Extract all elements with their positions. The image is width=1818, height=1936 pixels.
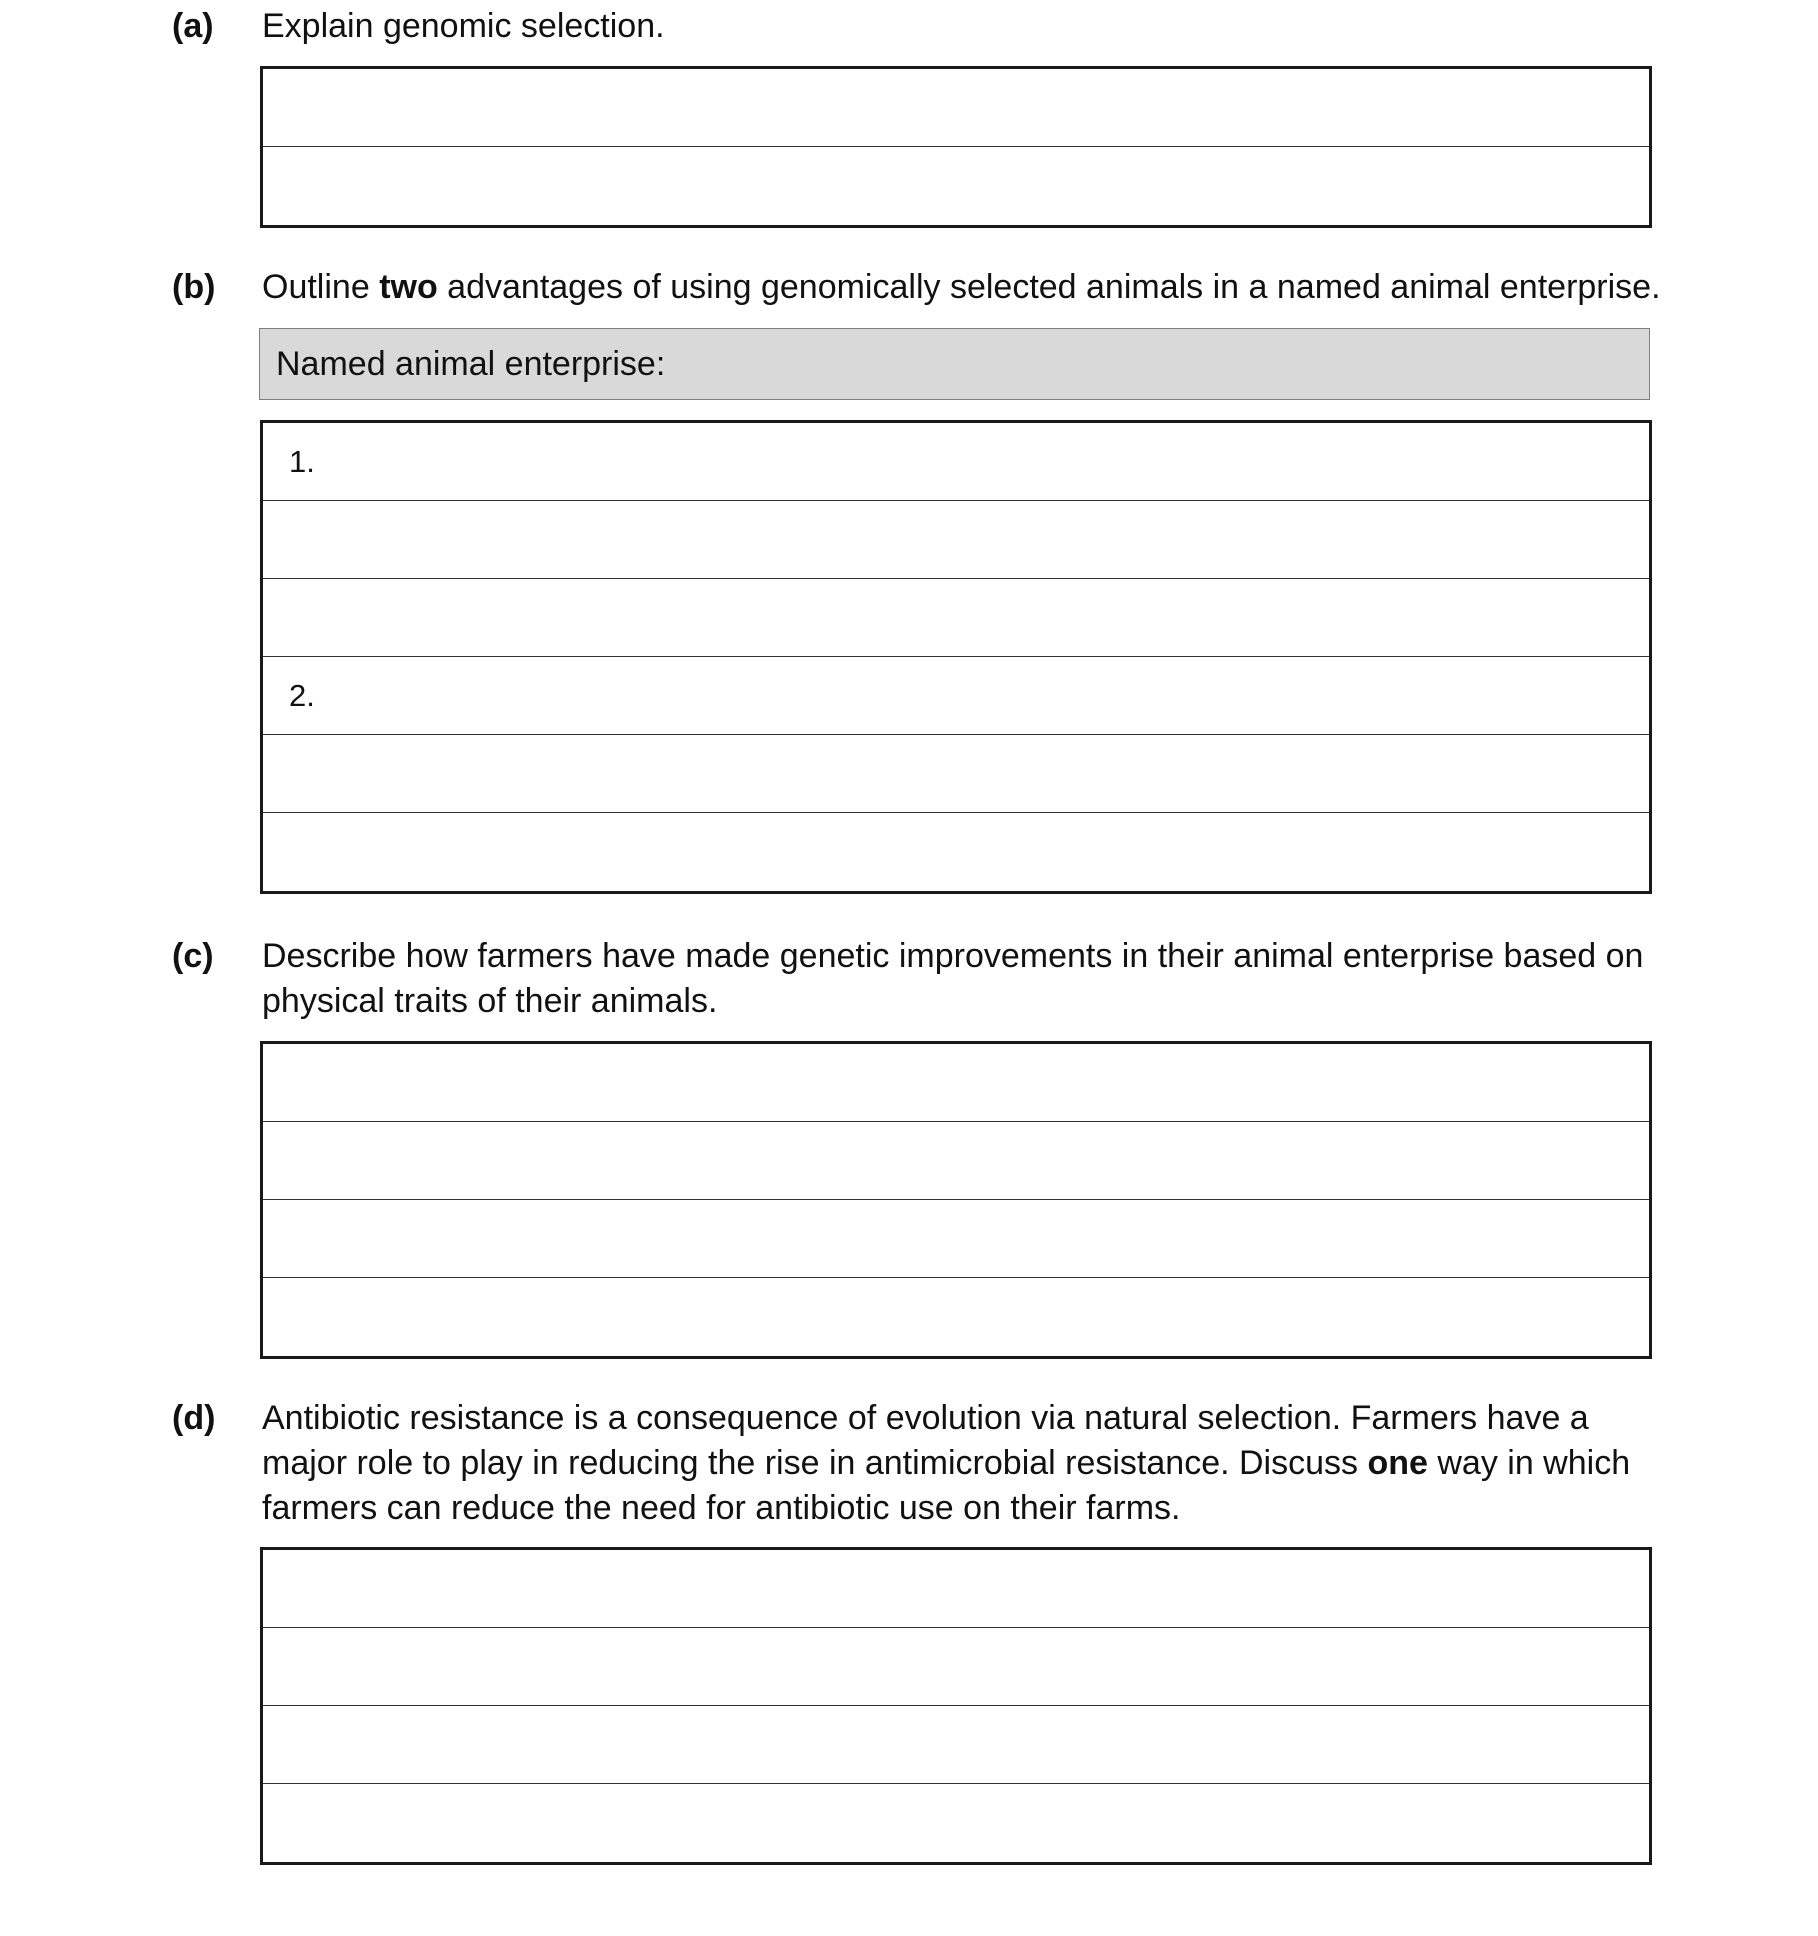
answer-line[interactable] xyxy=(263,813,1649,891)
question-b-text-before: Outline xyxy=(262,268,380,306)
item-number-2: 2. xyxy=(289,678,315,713)
answer-box-b[interactable] xyxy=(260,420,1652,894)
answer-line[interactable] xyxy=(263,1278,1649,1356)
answer-line-item-2[interactable] xyxy=(263,657,1649,735)
answer-line[interactable] xyxy=(263,1550,1649,1628)
question-d-text-emphasis: one xyxy=(1367,1444,1428,1482)
question-a-text: Explain genomic selection. xyxy=(262,7,665,45)
question-d-text xyxy=(262,1396,1662,1531)
question-a-label: (a) xyxy=(172,7,214,45)
answer-line[interactable] xyxy=(263,579,1649,657)
answer-line[interactable] xyxy=(263,1122,1649,1200)
question-a-header xyxy=(172,4,1652,49)
answer-line-item-1[interactable] xyxy=(263,423,1649,501)
question-c-label: (c) xyxy=(172,937,214,975)
answer-line[interactable] xyxy=(263,1706,1649,1784)
question-b xyxy=(172,265,1661,310)
question-b-text xyxy=(262,265,1662,310)
question-d-text-after: way in which farmers can reduce the need for antibiotic use on their farms. xyxy=(262,1444,1631,1527)
answer-line[interactable] xyxy=(263,1784,1649,1862)
question-d xyxy=(172,1396,1652,1531)
answer-line[interactable] xyxy=(263,1044,1649,1122)
question-b-text-after: advantages of using genomically selected animals in a named animal enterprise. xyxy=(437,268,1661,306)
answer-box-a[interactable] xyxy=(260,66,1652,228)
question-c-text: Describe how farmers have made genetic improvements in their animal enterprise based on physical traits of their animals. xyxy=(262,937,1644,1020)
question-b-text-emphasis: two xyxy=(379,268,438,306)
answer-line[interactable] xyxy=(263,1200,1649,1278)
question-d-label: (d) xyxy=(172,1399,216,1437)
answer-box-d[interactable] xyxy=(260,1547,1652,1865)
question-b-label: (b) xyxy=(172,268,216,306)
named-enterprise-label: Named animal enterprise: xyxy=(276,345,666,383)
answer-line[interactable] xyxy=(263,501,1649,579)
question-a xyxy=(172,4,1652,49)
question-d-header xyxy=(172,1396,1652,1531)
answer-line[interactable] xyxy=(263,147,1649,225)
answer-line[interactable] xyxy=(263,69,1649,147)
question-d-text-before: Antibiotic resistance is a consequence of evolution via natural selection. Farmers have a major role to play in reducing the rise in antimicrobial resistance. Discuss xyxy=(262,1399,1589,1482)
item-number-1: 1. xyxy=(289,444,315,479)
named-enterprise-field[interactable] xyxy=(259,328,1650,400)
answer-line[interactable] xyxy=(263,1628,1649,1706)
question-b-header xyxy=(172,265,1661,310)
question-c xyxy=(172,934,1652,1024)
question-c-header xyxy=(172,934,1652,1024)
answer-box-c[interactable] xyxy=(260,1041,1652,1359)
answer-line[interactable] xyxy=(263,735,1649,813)
